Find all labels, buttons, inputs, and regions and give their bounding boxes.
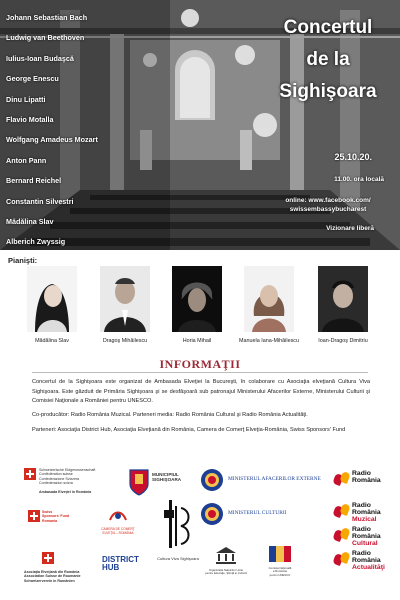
- radio-line: Radio: [352, 550, 371, 557]
- pianist-name: Dragoş Mihăilescu: [102, 338, 148, 344]
- composer-item: Constantin Silvestri: [6, 196, 74, 206]
- title-line: Sighişoara: [279, 81, 377, 102]
- pianist-photo: [27, 266, 77, 332]
- swiss-flag-icon: [24, 468, 36, 480]
- composer-item: Johann Sebastian Bach: [6, 13, 88, 22]
- swiss-embassy-text: Ambasada Elveţiei în România: [39, 490, 92, 494]
- composer-item: Dinu Lipatti: [6, 94, 46, 104]
- government-seal-icon: [200, 502, 224, 526]
- radio-line: România: [352, 532, 381, 540]
- pianist-card: [308, 266, 378, 344]
- swiss-confederation-text: Schweizerische Eidgenossenschaft Confédération suisse Confederazione Svizzera Confederaziun svizra: [39, 468, 96, 486]
- info-paragraph: Parteneri: Asociaţia District Hub, Asociaţia Elveţiană din România, Camera de Comerţ Elveţia-România, Swiss Sponsors' Fund: [32, 426, 346, 433]
- pianist-name: Mădălina Slav: [35, 338, 69, 344]
- radio-line: Radio: [352, 526, 371, 533]
- online-line: online: www.facebook.com/: [285, 197, 371, 204]
- radio-romania-icon: [334, 552, 350, 568]
- radio-romania-icon: [334, 504, 350, 520]
- radio-sub: Actualităţi: [352, 563, 385, 571]
- event-time: 11.00. ora locală: [334, 176, 384, 183]
- pianists-row: [0, 266, 400, 346]
- composer-item: Anton Pann: [6, 155, 47, 165]
- cultura-viva-text: Cultura Viva Sighişoara: [157, 556, 199, 561]
- cultura-viva-logo: [148, 496, 208, 561]
- radio-romania-icon: [334, 528, 350, 544]
- pianist-card: [162, 266, 232, 344]
- info-heading: INFORMAŢII: [159, 357, 241, 371]
- title-line: Concertul: [283, 17, 373, 38]
- pianist-name: Horia Mihail: [182, 338, 212, 344]
- radio-line: Radio: [352, 470, 371, 477]
- unesco-text: Organizaţia Naţiunilor Unite pentru Educaţie, Ştiinţă şi Cultură: [205, 568, 247, 576]
- swiss-flag-icon: [28, 510, 40, 522]
- radio-romania-actualitati-logo: [334, 550, 394, 572]
- info-text: [32, 378, 370, 440]
- romania-flag-icon: [269, 546, 291, 562]
- ssf-text: Swiss Sponsors' Fund Romania: [42, 510, 70, 523]
- composer-item: Ludwig van Beethoven: [6, 33, 85, 43]
- online-line: swissembassybucharest: [289, 206, 367, 213]
- radio-romania-logo: [334, 470, 394, 492]
- concert-title: [258, 12, 398, 108]
- composer-item: Alberich Zwyssig: [6, 237, 66, 247]
- music-key-icon: [163, 496, 193, 552]
- facebook-link[interactable]: [228, 196, 388, 214]
- culture-ministry-text: MINISTERUL CULTURII: [228, 510, 287, 516]
- district-hub-text: DISTRICT HUB: [102, 555, 139, 572]
- temple-icon: [215, 546, 237, 564]
- composer-list: [6, 8, 156, 250]
- pianist-card: [17, 266, 87, 344]
- government-seal-icon: [200, 468, 224, 492]
- radio-romania-icon: [334, 472, 350, 488]
- chamber-text: CAMERA DE COMERŢ ELVEŢIA – ROMÂNIA: [101, 527, 135, 536]
- unesco-romania-logo: [258, 546, 302, 577]
- radio-line: România: [352, 476, 381, 484]
- radio-romania-actualitati-text: [352, 551, 385, 571]
- divider: [32, 372, 368, 373]
- radio-romania-text: [352, 471, 381, 485]
- chamber-icon: [108, 508, 128, 522]
- composer-item: George Enescu: [6, 74, 59, 84]
- coat-of-arms-icon: [128, 466, 150, 496]
- title-line: de la: [306, 49, 350, 70]
- radio-romania-muzical-logo: [334, 502, 394, 524]
- pianist-photo: [100, 266, 150, 332]
- info-paragraph: Concertul de la Sighişoara este organizat de Ambasada Elveţiei la Bucureşti, în colaborare cu Asociaţia elveţiană Cultura Viva Sighişoara. Este găzduit de Primăria Sighişoara şi se desfăşoară sub patronajul Ministerului Afacerilor Externe, Ministerului Culturii şi Comisiei Naţionale a României pentru UNESCO.: [32, 379, 370, 405]
- composer-item: Iulius-Ioan Budaşcă: [6, 53, 74, 63]
- pianist-photo: [318, 266, 368, 332]
- radio-romania-cultural-logo: [334, 526, 394, 548]
- pianist-photo: [172, 266, 222, 332]
- composer-item: Bernard Reichel: [6, 176, 62, 186]
- composer-item: Mădălina Slav: [6, 216, 54, 226]
- free-viewing: Vizionare liberă: [326, 225, 374, 232]
- pianist-card: [234, 266, 304, 344]
- unesco-romania-text: Comisia Naţională a României pentru UNESCO: [268, 566, 292, 577]
- chamber-logo: [98, 508, 138, 536]
- event-details: [228, 152, 388, 232]
- pianist-card: [90, 266, 160, 344]
- pianist-photo: [244, 266, 294, 332]
- radio-romania-cultural-text: [352, 527, 381, 547]
- pianist-name: Manuela Iana-Mihăilescu: [239, 338, 299, 344]
- event-date: 25.10.20.: [334, 152, 372, 162]
- radio-romania-muzical-text: [352, 503, 381, 523]
- radio-line: România: [352, 508, 381, 516]
- pianists-label: Pianişti:: [8, 256, 38, 265]
- mae-text: MINISTERUL AFACERILOR EXTERNE: [228, 476, 321, 482]
- radio-sub: Muzical: [352, 515, 377, 523]
- partner-logos: [0, 460, 400, 600]
- swiss-association-text: Asociaţia Elveţiană din România Association Suisse de Roumanie Schweizerverein in Rumänien: [24, 570, 81, 583]
- composer-item: Wolfgang Amadeus Mozart: [6, 135, 98, 145]
- district-hub-logo: [102, 556, 142, 572]
- unesco-logo: [200, 546, 252, 576]
- sighisoara-text: MUNICIPIUL SIGHIŞOARA: [152, 472, 182, 483]
- info-paragraph: Co-producător: Radio România Muzical. Parteneri media: Radio România Cultural şi Radio România Actualităţi.: [32, 412, 308, 419]
- radio-line: Radio: [352, 502, 371, 509]
- pianist-name: Ioan-Dragoş Dimitriu: [318, 338, 368, 344]
- composer-item: Flavio Motalla: [6, 114, 54, 124]
- hero-banner: [0, 0, 400, 250]
- radio-line: România: [352, 556, 381, 564]
- radio-sub: Cultural: [352, 539, 378, 547]
- swiss-flag-icon: [42, 552, 54, 564]
